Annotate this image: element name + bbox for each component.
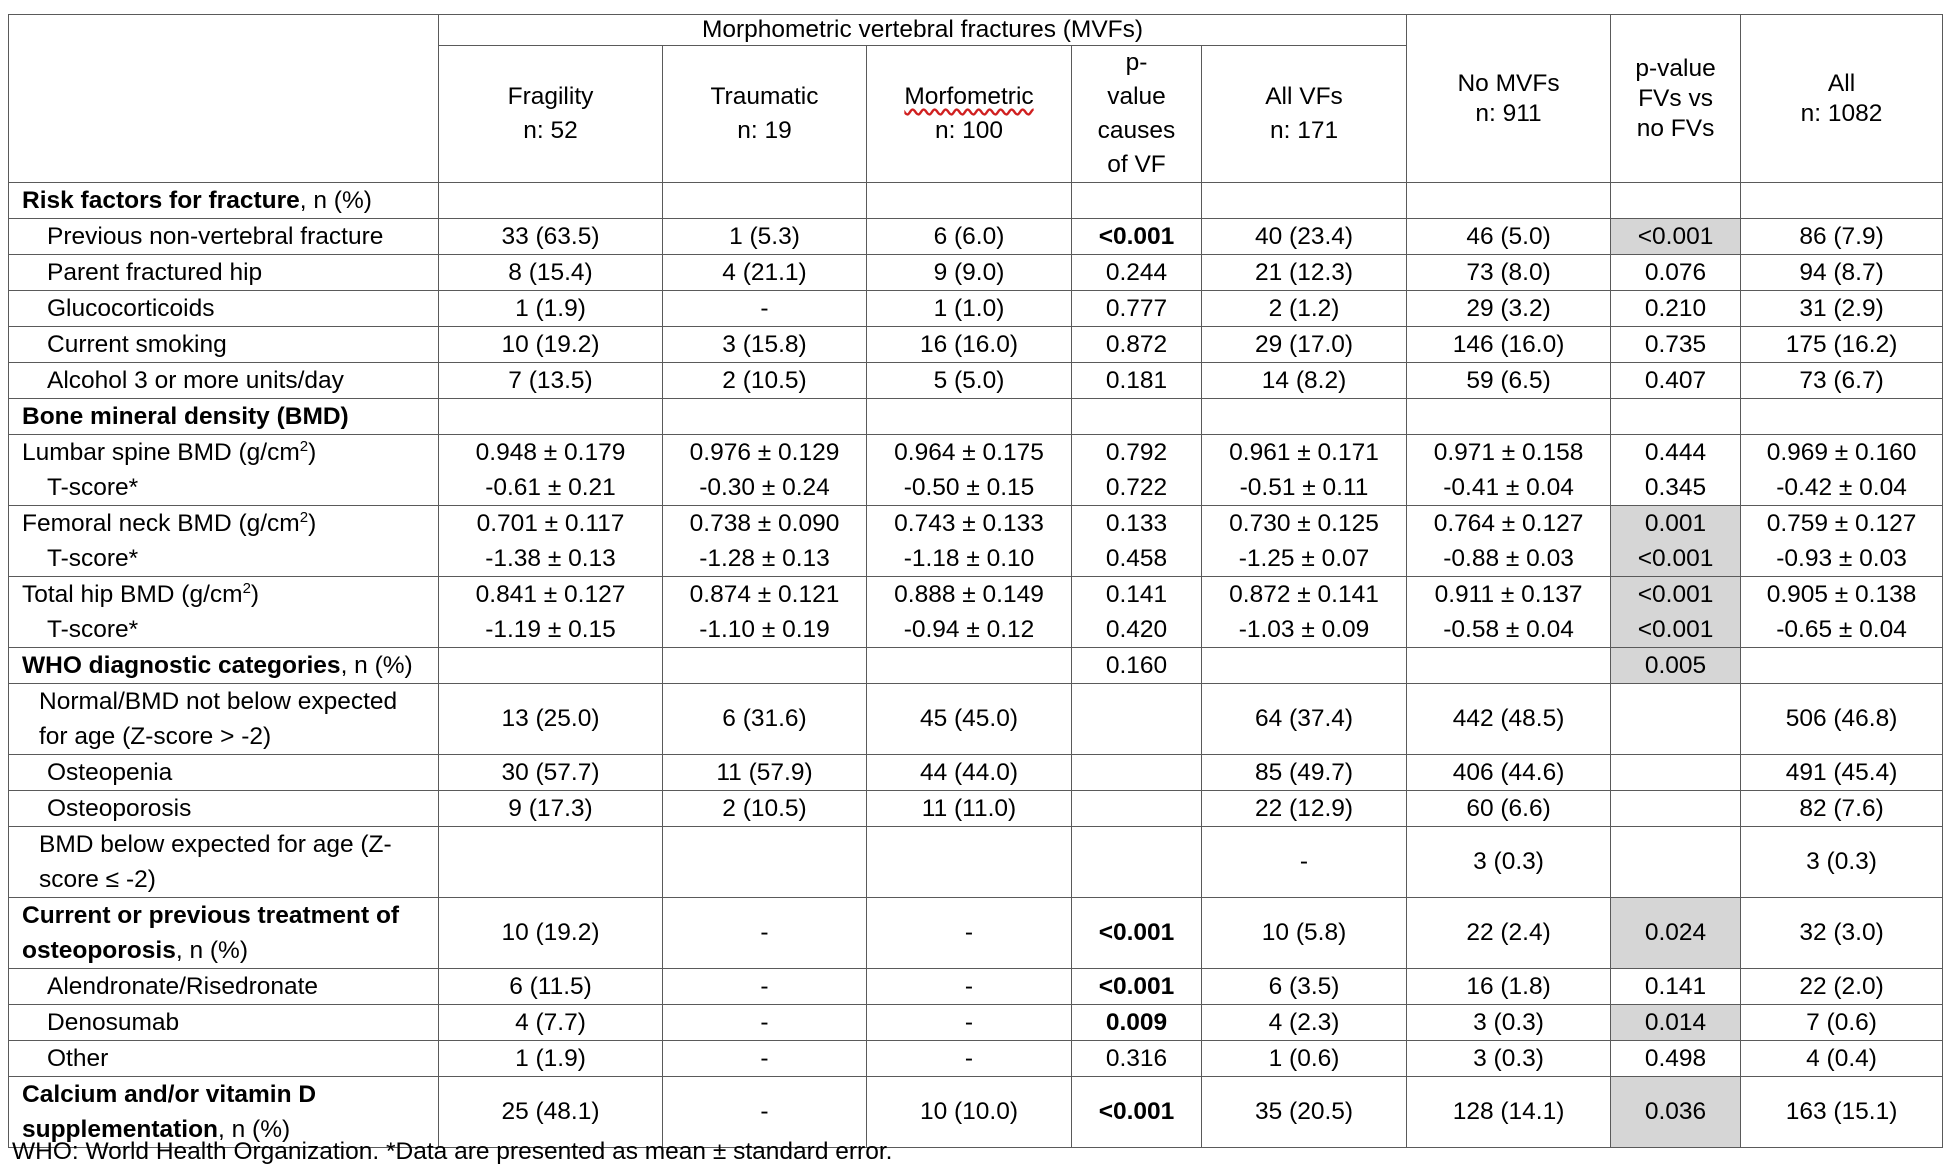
table-cell: <0.001 xyxy=(1611,541,1741,577)
table-row xyxy=(9,791,1943,827)
table-row xyxy=(9,898,1943,969)
table-cell: <0.001 xyxy=(1611,577,1741,613)
table-cell: 3 (0.3) xyxy=(1741,827,1943,898)
table-cell: 0.181 xyxy=(1072,363,1202,399)
table-cell: 3 (0.3) xyxy=(1407,1041,1611,1077)
table-cell xyxy=(663,827,867,898)
table-row xyxy=(9,577,1943,613)
table-cell: 60 (6.6) xyxy=(1407,791,1611,827)
table-cell: 46 (5.0) xyxy=(1407,219,1611,255)
table-cell: 0.730 ± 0.125 xyxy=(1202,506,1407,542)
table-cell: 0.210 xyxy=(1611,291,1741,327)
table-cell: 32 (3.0) xyxy=(1741,898,1943,969)
table-cell: - xyxy=(867,1005,1072,1041)
header-pvalue-causes: p-value causes of VF xyxy=(1072,46,1202,183)
footnote: WHO: World Health Organization. *Data are presented as mean ± standard error. xyxy=(12,1138,893,1165)
table-cell: 13 (25.0) xyxy=(439,684,663,755)
table-cell: 10 (10.0) xyxy=(867,1077,1072,1148)
table-cell: - xyxy=(1202,827,1407,898)
table-cell: -0.51 ± 0.11 xyxy=(1202,470,1407,506)
table-cell: 33 (63.5) xyxy=(439,219,663,255)
header-fragility: Fragility n: 52 xyxy=(439,46,663,183)
table-cell: 0.777 xyxy=(1072,291,1202,327)
table-cell: <0.001 xyxy=(1072,898,1202,969)
row-label: Calcium and/or vitamin D supplementation, n (%) xyxy=(9,1077,439,1148)
table-row xyxy=(9,435,1943,471)
table-cell: 0.141 xyxy=(1611,969,1741,1005)
row-label: T-score* xyxy=(9,470,439,506)
table-cell: 16 (16.0) xyxy=(867,327,1072,363)
table-cell: 86 (7.9) xyxy=(1741,219,1943,255)
table-cell: 7 (13.5) xyxy=(439,363,663,399)
table-cell: -1.18 ± 0.10 xyxy=(867,541,1072,577)
table-cell: 0.420 xyxy=(1072,612,1202,648)
table-cell: 22 (2.4) xyxy=(1407,898,1611,969)
row-label: Total hip BMD $(g/cm^2)$ xyxy=(9,577,439,613)
row-label: Bone mineral density (BMD) xyxy=(9,399,439,435)
table-cell: -0.65 ± 0.04 xyxy=(1741,612,1943,648)
table-cell: 0.911 ± 0.137 xyxy=(1407,577,1611,613)
table-cell xyxy=(1072,684,1202,755)
table-cell: 14 (8.2) xyxy=(1202,363,1407,399)
table-row xyxy=(9,827,1943,898)
table-cell xyxy=(1407,648,1611,684)
header-pvalue-fvs: p-value FVs vs no FVs xyxy=(1611,15,1741,183)
table-cell: 31 (2.9) xyxy=(1741,291,1943,327)
table-row xyxy=(9,755,1943,791)
table-cell: 16 (1.8) xyxy=(1407,969,1611,1005)
table-cell: 3 (0.3) xyxy=(1407,1005,1611,1041)
table-cell: 1 (1.9) xyxy=(439,1041,663,1077)
table-cell xyxy=(1407,399,1611,435)
table-cell: <0.001 xyxy=(1611,219,1741,255)
table-cell: 94 (8.7) xyxy=(1741,255,1943,291)
table-cell: 64 (37.4) xyxy=(1202,684,1407,755)
table-cell xyxy=(867,399,1072,435)
table-cell: -0.88 ± 0.03 xyxy=(1407,541,1611,577)
table-cell: 175 (16.2) xyxy=(1741,327,1943,363)
table-cell: <0.001 xyxy=(1072,969,1202,1005)
row-label: Risk factors for fracture, n (%) xyxy=(9,183,439,219)
table-cell: - xyxy=(663,1077,867,1148)
row-label: Denosumab xyxy=(9,1005,439,1041)
table-cell xyxy=(439,399,663,435)
table-cell xyxy=(1611,827,1741,898)
table-cell: 0.961 ± 0.171 xyxy=(1202,435,1407,471)
table-cell: 11 (57.9) xyxy=(663,755,867,791)
table-cell: 0.001 xyxy=(1611,506,1741,542)
header-all-vfs: All VFs n: 171 xyxy=(1202,46,1407,183)
table-row xyxy=(9,291,1943,327)
header-all: All n: 1082 xyxy=(1741,15,1943,183)
table-cell xyxy=(1611,684,1741,755)
table-cell: 0.948 ± 0.179 xyxy=(439,435,663,471)
table-cell: 0.024 xyxy=(1611,898,1741,969)
table-cell: 6 (6.0) xyxy=(867,219,1072,255)
table-cell: 9 (9.0) xyxy=(867,255,1072,291)
table-cell: 0.407 xyxy=(1611,363,1741,399)
header-traumatic: Traumatic n: 19 xyxy=(663,46,867,183)
table-cell xyxy=(663,183,867,219)
table-cell: 0.701 ± 0.117 xyxy=(439,506,663,542)
row-label: Parent fractured hip xyxy=(9,255,439,291)
table-cell xyxy=(1072,827,1202,898)
table-cell: 0.458 xyxy=(1072,541,1202,577)
table-cell: 0.872 ± 0.141 xyxy=(1202,577,1407,613)
table-cell: 21 (12.3) xyxy=(1202,255,1407,291)
table-cell: 10 (19.2) xyxy=(439,898,663,969)
table-cell xyxy=(1741,183,1943,219)
table-row xyxy=(9,969,1943,1005)
table-cell: 73 (8.0) xyxy=(1407,255,1611,291)
table-cell xyxy=(1407,183,1611,219)
table-cell: 5 (5.0) xyxy=(867,363,1072,399)
table-cell: 10 (5.8) xyxy=(1202,898,1407,969)
row-label: Current or previous treatment of osteoporosis, n (%) xyxy=(9,898,439,969)
row-label: T-score* xyxy=(9,612,439,648)
table-cell: 73 (6.7) xyxy=(1741,363,1943,399)
row-label: Other xyxy=(9,1041,439,1077)
table-cell: 22 (12.9) xyxy=(1202,791,1407,827)
table-cell xyxy=(1611,399,1741,435)
row-label: Osteoporosis xyxy=(9,791,439,827)
table-cell: 29 (3.2) xyxy=(1407,291,1611,327)
table-row xyxy=(9,183,1943,219)
table-row xyxy=(9,684,1943,755)
table-cell: 29 (17.0) xyxy=(1202,327,1407,363)
table-cell xyxy=(663,399,867,435)
row-label: Alcohol 3 or more units/day xyxy=(9,363,439,399)
table-cell: 8 (15.4) xyxy=(439,255,663,291)
row-label: BMD below expected for age (Z-score ≤ -2) xyxy=(9,827,439,898)
table-cell: 1 (5.3) xyxy=(663,219,867,255)
table-cell: 0.005 xyxy=(1611,648,1741,684)
table-cell: 2 (10.5) xyxy=(663,363,867,399)
table-cell: 3 (0.3) xyxy=(1407,827,1611,898)
table-cell: 0.722 xyxy=(1072,470,1202,506)
row-label: Osteopenia xyxy=(9,755,439,791)
table-cell: <0.001 xyxy=(1611,612,1741,648)
table-cell: - xyxy=(867,1041,1072,1077)
table-row xyxy=(9,612,1943,648)
table-cell: 0.444 xyxy=(1611,435,1741,471)
table-cell xyxy=(867,827,1072,898)
table-cell: 3 (15.8) xyxy=(663,327,867,363)
table-cell: 163 (15.1) xyxy=(1741,1077,1943,1148)
table-cell xyxy=(439,183,663,219)
spellcheck-underline: Morfometric xyxy=(904,83,1034,110)
row-label: WHO diagnostic categories, n (%) xyxy=(9,648,439,684)
header-no-mvfs: No MVFs n: 911 xyxy=(1407,15,1611,183)
table-cell: <0.001 xyxy=(1072,219,1202,255)
row-label: Glucocorticoids xyxy=(9,291,439,327)
table-cell xyxy=(1202,183,1407,219)
table-cell: 4 (21.1) xyxy=(663,255,867,291)
table-cell: 0.498 xyxy=(1611,1041,1741,1077)
table-cell: 11 (11.0) xyxy=(867,791,1072,827)
table-cell: 0.133 xyxy=(1072,506,1202,542)
table-cell: 30 (57.7) xyxy=(439,755,663,791)
table-cell: 406 (44.6) xyxy=(1407,755,1611,791)
table-cell: 128 (14.1) xyxy=(1407,1077,1611,1148)
table-row xyxy=(9,399,1943,435)
results-table xyxy=(8,14,1943,1148)
table-cell: -0.94 ± 0.12 xyxy=(867,612,1072,648)
table-cell: -1.28 ± 0.13 xyxy=(663,541,867,577)
table-cell: 44 (44.0) xyxy=(867,755,1072,791)
table-cell xyxy=(1072,183,1202,219)
table-cell: -0.58 ± 0.04 xyxy=(1407,612,1611,648)
table-cell: 0.841 ± 0.127 xyxy=(439,577,663,613)
table-cell: -0.41 ± 0.04 xyxy=(1407,470,1611,506)
table-cell: 506 (46.8) xyxy=(1741,684,1943,755)
table-cell: 0.874 ± 0.121 xyxy=(663,577,867,613)
table-cell xyxy=(1741,399,1943,435)
table-cell: 0.759 ± 0.127 xyxy=(1741,506,1943,542)
row-label: Femoral neck BMD $(g/cm^2)$ xyxy=(9,506,439,542)
row-label: Normal/BMD not below expected for age (Z-score > -2) xyxy=(9,684,439,755)
table-cell: 0.971 ± 0.158 xyxy=(1407,435,1611,471)
table-cell: 2 (10.5) xyxy=(663,791,867,827)
header-morfometric: Morfometric n: 100 xyxy=(867,46,1072,183)
table-cell: -0.93 ± 0.03 xyxy=(1741,541,1943,577)
table-cell: 6 (11.5) xyxy=(439,969,663,1005)
table-cell: 442 (48.5) xyxy=(1407,684,1611,755)
table-cell: <0.001 xyxy=(1072,1077,1202,1148)
table-cell: 0.014 xyxy=(1611,1005,1741,1041)
table-cell: 25 (48.1) xyxy=(439,1077,663,1148)
table-cell xyxy=(1072,755,1202,791)
table-cell: -1.25 ± 0.07 xyxy=(1202,541,1407,577)
table-cell xyxy=(1611,183,1741,219)
header-blank-cell xyxy=(9,15,439,183)
row-label: Alendronate/Risedronate xyxy=(9,969,439,1005)
table-cell: - xyxy=(663,969,867,1005)
table-cell: 0.764 ± 0.127 xyxy=(1407,506,1611,542)
table-cell xyxy=(1611,755,1741,791)
row-label: Current smoking xyxy=(9,327,439,363)
table-row xyxy=(9,648,1943,684)
table-cell: 1 (1.0) xyxy=(867,291,1072,327)
table-body xyxy=(9,15,1943,1148)
table-cell: - xyxy=(663,1041,867,1077)
table-cell: 6 (3.5) xyxy=(1202,969,1407,1005)
table-cell: 0.160 xyxy=(1072,648,1202,684)
table-cell: - xyxy=(867,898,1072,969)
table-cell: 0.905 ± 0.138 xyxy=(1741,577,1943,613)
table-cell: - xyxy=(663,291,867,327)
table-cell: 4 (2.3) xyxy=(1202,1005,1407,1041)
table-cell: 0.076 xyxy=(1611,255,1741,291)
table-cell: 6 (31.6) xyxy=(663,684,867,755)
table-cell xyxy=(1202,399,1407,435)
table-cell: 22 (2.0) xyxy=(1741,969,1943,1005)
table-cell: 0.969 ± 0.160 xyxy=(1741,435,1943,471)
row-label: T-score* xyxy=(9,541,439,577)
table-cell xyxy=(1202,648,1407,684)
table-cell: -1.38 ± 0.13 xyxy=(439,541,663,577)
header-group-title: Morphometric vertebral fractures (MVFs) xyxy=(439,15,1407,46)
table-row xyxy=(9,1041,1943,1077)
table-cell: 4 (7.7) xyxy=(439,1005,663,1041)
table-cell xyxy=(663,648,867,684)
table-cell: 0.792 xyxy=(1072,435,1202,471)
table-cell: - xyxy=(867,969,1072,1005)
table-cell: 0.872 xyxy=(1072,327,1202,363)
table-cell: 82 (7.6) xyxy=(1741,791,1943,827)
table-cell: 0.888 ± 0.149 xyxy=(867,577,1072,613)
table-cell: 10 (19.2) xyxy=(439,327,663,363)
table-cell: 0.738 ± 0.090 xyxy=(663,506,867,542)
table-cell: 0.743 ± 0.133 xyxy=(867,506,1072,542)
table-cell xyxy=(1741,648,1943,684)
table-row xyxy=(9,363,1943,399)
table-cell: 4 (0.4) xyxy=(1741,1041,1943,1077)
table-cell xyxy=(439,827,663,898)
table-cell xyxy=(1072,791,1202,827)
table-cell: 0.141 xyxy=(1072,577,1202,613)
table-cell: 0.976 ± 0.129 xyxy=(663,435,867,471)
table-cell xyxy=(867,648,1072,684)
table-row xyxy=(9,327,1943,363)
table-cell: -1.10 ± 0.19 xyxy=(663,612,867,648)
table-cell xyxy=(439,648,663,684)
table-row xyxy=(9,541,1943,577)
table-cell: 0.244 xyxy=(1072,255,1202,291)
table-cell: -1.19 ± 0.15 xyxy=(439,612,663,648)
table-cell: 59 (6.5) xyxy=(1407,363,1611,399)
table-row xyxy=(9,219,1943,255)
table-row xyxy=(9,1005,1943,1041)
table-cell: 1 (0.6) xyxy=(1202,1041,1407,1077)
table-cell: - xyxy=(663,898,867,969)
table-cell: 1 (1.9) xyxy=(439,291,663,327)
table-cell: -0.61 ± 0.21 xyxy=(439,470,663,506)
table-row xyxy=(9,506,1943,542)
table-cell: 35 (20.5) xyxy=(1202,1077,1407,1148)
row-label: Previous non-vertebral fracture xyxy=(9,219,439,255)
table-cell: 146 (16.0) xyxy=(1407,327,1611,363)
table-cell: 0.009 xyxy=(1072,1005,1202,1041)
table-cell xyxy=(1611,791,1741,827)
table-cell: -0.30 ± 0.24 xyxy=(663,470,867,506)
table-cell xyxy=(867,183,1072,219)
table-cell: 0.964 ± 0.175 xyxy=(867,435,1072,471)
table-row xyxy=(9,255,1943,291)
table-cell: 0.316 xyxy=(1072,1041,1202,1077)
table-cell: 2 (1.2) xyxy=(1202,291,1407,327)
table-cell: -0.42 ± 0.04 xyxy=(1741,470,1943,506)
table-cell: 0.345 xyxy=(1611,470,1741,506)
table-cell: -0.50 ± 0.15 xyxy=(867,470,1072,506)
header-row-group xyxy=(9,15,1943,46)
table-cell: 40 (23.4) xyxy=(1202,219,1407,255)
table-row xyxy=(9,470,1943,506)
table-cell: 0.735 xyxy=(1611,327,1741,363)
table-cell: -1.03 ± 0.09 xyxy=(1202,612,1407,648)
table-cell xyxy=(1072,399,1202,435)
table-cell: 45 (45.0) xyxy=(867,684,1072,755)
table-cell: 9 (17.3) xyxy=(439,791,663,827)
table-cell: - xyxy=(663,1005,867,1041)
table-cell: 491 (45.4) xyxy=(1741,755,1943,791)
table-cell: 7 (0.6) xyxy=(1741,1005,1943,1041)
table-cell: 0.036 xyxy=(1611,1077,1741,1148)
row-label: Lumbar spine BMD $(g/cm^2)$ xyxy=(9,435,439,471)
table-cell: 85 (49.7) xyxy=(1202,755,1407,791)
